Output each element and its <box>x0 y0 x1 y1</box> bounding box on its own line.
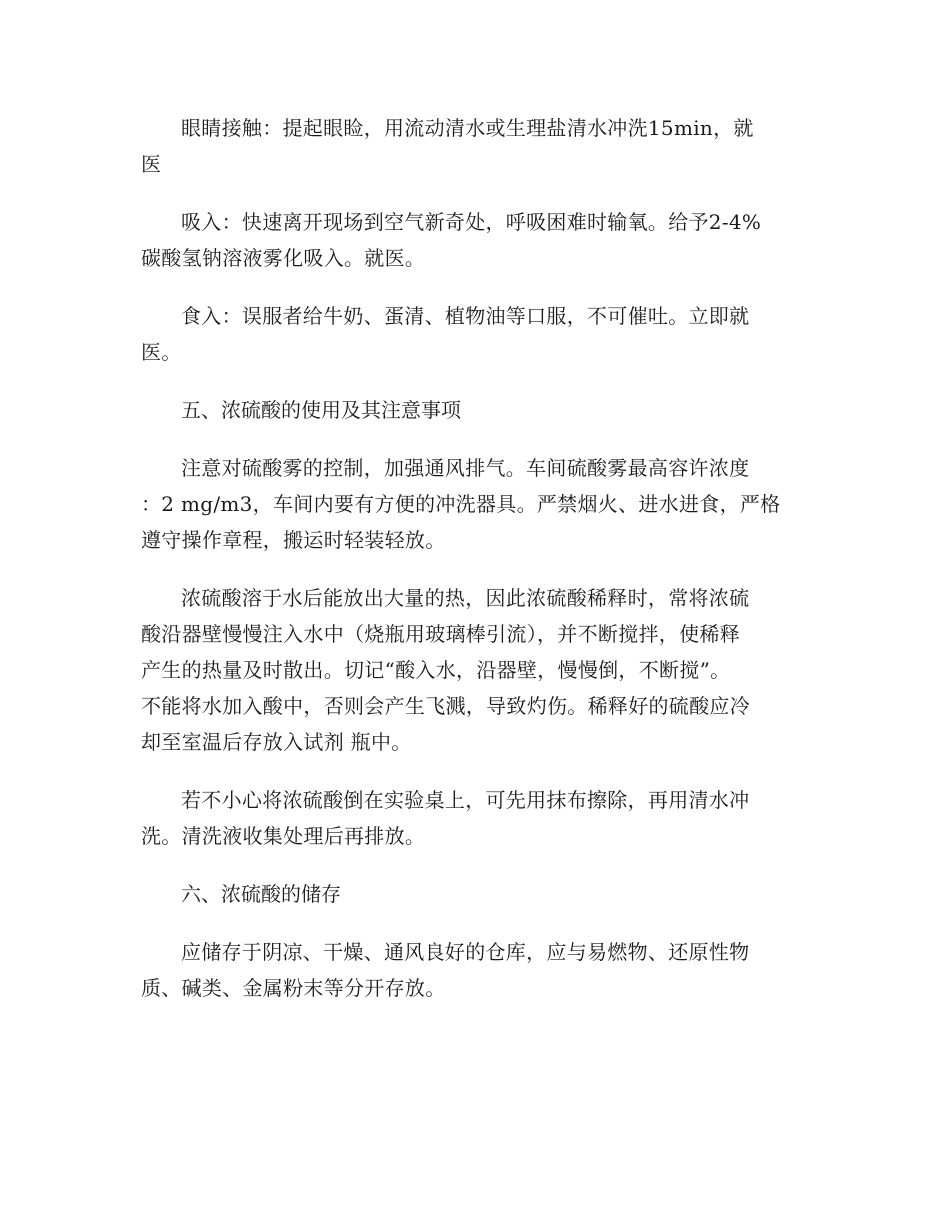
text-line: 产生的热量及时散出。切记“酸入水，沿器壁，慢慢倒，不断搅”。 <box>141 658 731 682</box>
text-line: ：2 mg/m3，车间内要有方便的冲洗器具。严禁烟火、进水进食，严格 <box>141 492 781 516</box>
paragraph-eye-contact <box>141 110 813 182</box>
text-line: 眼睛接触：提起眼睑，用流动清水或生理盐清水冲洗15min，就 <box>181 116 754 140</box>
text-line: 洗。清洗液收集处理后再排放。 <box>141 824 426 848</box>
paragraph-inhalation <box>141 204 813 276</box>
paragraph-dilution <box>141 580 813 760</box>
section-heading-storage <box>141 876 813 912</box>
section-heading-usage <box>141 392 813 428</box>
text-line: 若不小心将浓硫酸倒在实验桌上，可先用抹布擦除，再用清水冲 <box>181 788 750 812</box>
heading-text: 五、浓硫酸的使用及其注意事项 <box>181 398 461 422</box>
text-line: 浓硫酸溶于水后能放出大量的热，因此浓硫酸稀释时，常将浓硫 <box>181 586 750 610</box>
heading-text: 六、浓硫酸的储存 <box>181 882 341 906</box>
text-line: 食入：误服者给牛奶、蛋清、植物油等口服，不可催吐。立即就 <box>181 304 750 328</box>
paragraph-mist-control <box>141 450 813 558</box>
text-line: 碳酸氢钠溶液雾化吸入。就医。 <box>141 246 426 270</box>
text-line: 酸沿器壁慢慢注入水中（烧瓶用玻璃棒引流），并不断搅拌，使稀释 <box>141 622 740 646</box>
text-line: 医 <box>141 152 162 176</box>
text-line: 质、碱类、金属粉末等分开存放。 <box>141 976 446 1000</box>
text-line: 不能将水加入酸中，否则会产生飞溅，导致灼伤。稀释好的硫酸应冷 <box>141 694 750 718</box>
text-line: 应储存于阴凉、干燥、通风良好的仓库，应与易燃物、还原性物 <box>181 940 750 964</box>
text-line: 遵守操作章程，搬运时轻装轻放。 <box>141 528 446 552</box>
text-line: 吸入：快速离开现场到空气新奇处，呼吸困难时输氧。给予2-4% <box>181 210 762 234</box>
text-line: 医。 <box>141 340 182 364</box>
paragraph-spill <box>141 782 813 854</box>
paragraph-ingestion <box>141 298 813 370</box>
text-line: 注意对硫酸雾的控制，加强通风排气。车间硫酸雾最高容许浓度 <box>181 456 750 480</box>
text-line: 却至室温后存放入试剂 瓶中。 <box>141 730 412 754</box>
paragraph-storage <box>141 934 813 1006</box>
document-page <box>141 110 813 1028</box>
